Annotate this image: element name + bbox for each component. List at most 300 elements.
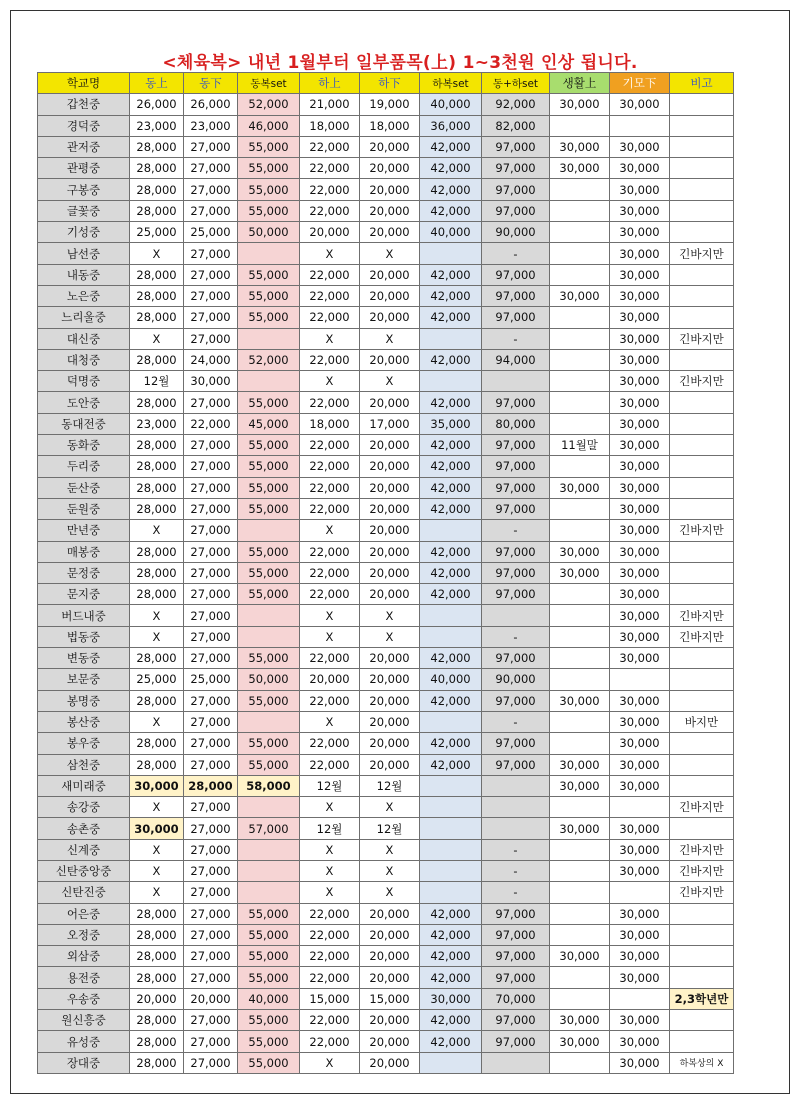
fleece-bottom-price: 30,000 (610, 775, 670, 796)
daily-top-price (550, 669, 610, 690)
summer-top-price: 22,000 (300, 946, 360, 967)
summer-set-price: 42,000 (420, 456, 482, 477)
fleece-bottom-price: 30,000 (610, 839, 670, 860)
note-cell (670, 584, 734, 605)
winter-set-price: 55,000 (238, 584, 300, 605)
winter-top-price: 28,000 (130, 967, 184, 988)
combined-set-price: 70,000 (482, 988, 550, 1009)
table-row (38, 243, 734, 264)
winter-set-price: 57,000 (238, 818, 300, 839)
summer-set-price (420, 818, 482, 839)
table-row (38, 648, 734, 669)
summer-set-price: 42,000 (420, 903, 482, 924)
winter-bottom-price: 27,000 (184, 648, 238, 669)
table-row (38, 1052, 734, 1073)
fleece-bottom-price (610, 882, 670, 903)
winter-set-price: 55,000 (238, 477, 300, 498)
table-row (38, 1010, 734, 1031)
daily-top-price (550, 413, 610, 434)
table-row (38, 839, 734, 860)
winter-bottom-price: 27,000 (184, 158, 238, 179)
summer-top-price: 22,000 (300, 541, 360, 562)
winter-bottom-price: 22,000 (184, 413, 238, 434)
summer-bottom-price: 20,000 (360, 520, 420, 541)
fleece-bottom-price: 30,000 (610, 264, 670, 285)
school-name: 송촌중 (38, 818, 130, 839)
summer-set-price: 42,000 (420, 477, 482, 498)
table-row (38, 264, 734, 285)
table-row (38, 285, 734, 306)
winter-set-price: 55,000 (238, 1010, 300, 1031)
school-name: 보문중 (38, 669, 130, 690)
school-name: 법동중 (38, 626, 130, 647)
combined-set-price: 80,000 (482, 413, 550, 434)
fleece-bottom-price: 30,000 (610, 818, 670, 839)
daily-top-price: 30,000 (550, 541, 610, 562)
combined-set-price (482, 605, 550, 626)
school-name: 우송중 (38, 988, 130, 1009)
winter-top-price: 28,000 (130, 285, 184, 306)
summer-set-price: 36,000 (420, 115, 482, 136)
winter-set-price: 55,000 (238, 562, 300, 583)
winter-top-price: 28,000 (130, 158, 184, 179)
summer-top-price: X (300, 626, 360, 647)
winter-top-price: 28,000 (130, 754, 184, 775)
school-name: 만년중 (38, 520, 130, 541)
winter-bottom-price: 26,000 (184, 94, 238, 115)
school-name: 삼천중 (38, 754, 130, 775)
summer-top-price: X (300, 711, 360, 732)
summer-top-price: 18,000 (300, 413, 360, 434)
summer-top-price: 22,000 (300, 392, 360, 413)
summer-bottom-price: X (360, 605, 420, 626)
winter-set-price (238, 243, 300, 264)
fleece-bottom-price: 30,000 (610, 648, 670, 669)
summer-top-price: 18,000 (300, 115, 360, 136)
winter-bottom-price: 30,000 (184, 371, 238, 392)
summer-bottom-price: 20,000 (360, 562, 420, 583)
note-cell: 긴바지만 (670, 626, 734, 647)
daily-top-price (550, 307, 610, 328)
school-name: 외삼중 (38, 946, 130, 967)
summer-set-price: 42,000 (420, 1010, 482, 1031)
winter-set-price (238, 711, 300, 732)
combined-set-price: 90,000 (482, 669, 550, 690)
winter-bottom-price: 27,000 (184, 839, 238, 860)
table-row (38, 435, 734, 456)
daily-top-price (550, 371, 610, 392)
summer-set-price (420, 839, 482, 860)
summer-top-price: 22,000 (300, 349, 360, 370)
header-summer-bottom: 하下 (360, 73, 420, 94)
summer-top-price: 22,000 (300, 435, 360, 456)
daily-top-price (550, 626, 610, 647)
combined-set-price (482, 818, 550, 839)
summer-bottom-price: 20,000 (360, 733, 420, 754)
summer-bottom-price: X (360, 371, 420, 392)
summer-bottom-price: X (360, 243, 420, 264)
summer-set-price: 42,000 (420, 924, 482, 945)
page-title: <체육복> 내년 1월부터 일부품목(上) 1~3천원 인상 됩니다. (162, 53, 638, 73)
winter-bottom-price: 25,000 (184, 669, 238, 690)
school-name: 관저중 (38, 136, 130, 157)
summer-bottom-price: 20,000 (360, 349, 420, 370)
summer-set-price: 42,000 (420, 541, 482, 562)
table-row (38, 818, 734, 839)
winter-bottom-price: 27,000 (184, 498, 238, 519)
school-name: 노은중 (38, 285, 130, 306)
header-combined-set: 동+하set (482, 73, 550, 94)
summer-bottom-price: 17,000 (360, 413, 420, 434)
winter-bottom-price: 27,000 (184, 1052, 238, 1073)
daily-top-price (550, 648, 610, 669)
winter-set-price (238, 371, 300, 392)
fleece-bottom-price: 30,000 (610, 200, 670, 221)
winter-set-price: 55,000 (238, 903, 300, 924)
summer-top-price: 12월 (300, 818, 360, 839)
header-winter-bottom: 동下 (184, 73, 238, 94)
winter-set-price: 55,000 (238, 136, 300, 157)
winter-top-price: 28,000 (130, 690, 184, 711)
daily-top-price (550, 797, 610, 818)
combined-set-price: - (482, 882, 550, 903)
fleece-bottom-price: 30,000 (610, 584, 670, 605)
daily-top-price (550, 520, 610, 541)
summer-set-price: 40,000 (420, 669, 482, 690)
daily-top-price: 11월말 (550, 435, 610, 456)
winter-top-price: X (130, 882, 184, 903)
winter-top-price: 28,000 (130, 1031, 184, 1052)
note-cell (670, 648, 734, 669)
table-row (38, 946, 734, 967)
winter-top-price: X (130, 626, 184, 647)
summer-set-price (420, 797, 482, 818)
summer-set-price: 42,000 (420, 264, 482, 285)
winter-top-price: 23,000 (130, 413, 184, 434)
price-table (37, 72, 734, 1074)
header-summer-top: 하上 (300, 73, 360, 94)
combined-set-price (482, 797, 550, 818)
school-name: 문정중 (38, 562, 130, 583)
note-cell: 긴바지만 (670, 839, 734, 860)
summer-top-price: 22,000 (300, 136, 360, 157)
school-name: 내동중 (38, 264, 130, 285)
summer-bottom-price: 20,000 (360, 392, 420, 413)
summer-bottom-price: X (360, 626, 420, 647)
summer-bottom-price: 20,000 (360, 967, 420, 988)
winter-set-price (238, 797, 300, 818)
fleece-bottom-price: 30,000 (610, 520, 670, 541)
summer-top-price: 22,000 (300, 924, 360, 945)
combined-set-price (482, 371, 550, 392)
winter-set-price: 55,000 (238, 967, 300, 988)
fleece-bottom-price: 30,000 (610, 946, 670, 967)
summer-bottom-price: 20,000 (360, 222, 420, 243)
note-cell (670, 413, 734, 434)
summer-set-price (420, 1052, 482, 1073)
summer-bottom-price: 20,000 (360, 1031, 420, 1052)
winter-top-price: X (130, 243, 184, 264)
combined-set-price: 82,000 (482, 115, 550, 136)
combined-set-price: 97,000 (482, 903, 550, 924)
summer-set-price: 42,000 (420, 498, 482, 519)
combined-set-price (482, 775, 550, 796)
note-cell (670, 903, 734, 924)
fleece-bottom-price: 30,000 (610, 435, 670, 456)
summer-set-price: 42,000 (420, 584, 482, 605)
table-row (38, 903, 734, 924)
table-row (38, 669, 734, 690)
winter-top-price: 28,000 (130, 498, 184, 519)
table-row (38, 94, 734, 115)
winter-top-price: 28,000 (130, 1052, 184, 1073)
summer-bottom-price: X (360, 839, 420, 860)
note-cell (670, 158, 734, 179)
summer-set-price (420, 328, 482, 349)
school-name: 둔산중 (38, 477, 130, 498)
note-cell (670, 307, 734, 328)
summer-top-price: 15,000 (300, 988, 360, 1009)
fleece-bottom-price: 30,000 (610, 1010, 670, 1031)
summer-top-price: 22,000 (300, 158, 360, 179)
fleece-bottom-price: 30,000 (610, 967, 670, 988)
daily-top-price: 30,000 (550, 562, 610, 583)
winter-top-price: 20,000 (130, 988, 184, 1009)
daily-top-price: 30,000 (550, 285, 610, 306)
summer-top-price: 22,000 (300, 584, 360, 605)
daily-top-price: 30,000 (550, 754, 610, 775)
combined-set-price: - (482, 839, 550, 860)
fleece-bottom-price: 30,000 (610, 477, 670, 498)
summer-bottom-price: 20,000 (360, 456, 420, 477)
table-row (38, 690, 734, 711)
fleece-bottom-price: 30,000 (610, 860, 670, 881)
summer-top-price: 20,000 (300, 669, 360, 690)
note-cell (670, 94, 734, 115)
summer-bottom-price: X (360, 860, 420, 881)
combined-set-price: 97,000 (482, 158, 550, 179)
summer-bottom-price: 19,000 (360, 94, 420, 115)
winter-set-price: 55,000 (238, 264, 300, 285)
daily-top-price (550, 882, 610, 903)
winter-bottom-price: 27,000 (184, 584, 238, 605)
table-row (38, 562, 734, 583)
header-school: 학교명 (38, 73, 130, 94)
combined-set-price: 97,000 (482, 754, 550, 775)
summer-set-price: 42,000 (420, 349, 482, 370)
summer-bottom-price: 20,000 (360, 754, 420, 775)
combined-set-price: 97,000 (482, 562, 550, 583)
combined-set-price: 97,000 (482, 967, 550, 988)
daily-top-price (550, 988, 610, 1009)
summer-bottom-price: 20,000 (360, 307, 420, 328)
winter-bottom-price: 27,000 (184, 860, 238, 881)
summer-top-price: 22,000 (300, 1010, 360, 1031)
summer-set-price: 42,000 (420, 690, 482, 711)
school-name: 두리중 (38, 456, 130, 477)
summer-set-price: 30,000 (420, 988, 482, 1009)
summer-bottom-price: 12월 (360, 818, 420, 839)
table-row (38, 200, 734, 221)
note-cell (670, 477, 734, 498)
summer-top-price: 22,000 (300, 690, 360, 711)
winter-set-price: 55,000 (238, 754, 300, 775)
combined-set-price: 97,000 (482, 307, 550, 328)
note-cell (670, 285, 734, 306)
winter-set-price: 55,000 (238, 1052, 300, 1073)
note-cell: 긴바지만 (670, 605, 734, 626)
summer-top-price: 21,000 (300, 94, 360, 115)
fleece-bottom-price: 30,000 (610, 136, 670, 157)
note-cell (670, 946, 734, 967)
daily-top-price (550, 243, 610, 264)
summer-top-price: 22,000 (300, 264, 360, 285)
summer-set-price: 42,000 (420, 733, 482, 754)
table-row (38, 371, 734, 392)
table-row (38, 307, 734, 328)
school-name: 어은중 (38, 903, 130, 924)
school-name: 새미래중 (38, 775, 130, 796)
summer-set-price (420, 775, 482, 796)
winter-top-price: 28,000 (130, 584, 184, 605)
table-row (38, 179, 734, 200)
table-row (38, 158, 734, 179)
daily-top-price: 30,000 (550, 94, 610, 115)
table-row (38, 584, 734, 605)
combined-set-price: 97,000 (482, 435, 550, 456)
summer-bottom-price: 20,000 (360, 584, 420, 605)
summer-set-price: 42,000 (420, 435, 482, 456)
combined-set-price: 97,000 (482, 541, 550, 562)
school-name: 남선중 (38, 243, 130, 264)
winter-top-price: X (130, 711, 184, 732)
summer-bottom-price: 20,000 (360, 903, 420, 924)
daily-top-price (550, 498, 610, 519)
table-row (38, 626, 734, 647)
school-name: 송강중 (38, 797, 130, 818)
winter-top-price: 28,000 (130, 456, 184, 477)
winter-bottom-price: 27,000 (184, 541, 238, 562)
summer-bottom-price: 20,000 (360, 1010, 420, 1031)
school-name: 원신흥중 (38, 1010, 130, 1031)
school-name: 신탄진중 (38, 882, 130, 903)
winter-bottom-price: 27,000 (184, 456, 238, 477)
summer-set-price: 42,000 (420, 562, 482, 583)
fleece-bottom-price: 30,000 (610, 243, 670, 264)
summer-top-price: 12월 (300, 775, 360, 796)
fleece-bottom-price (610, 797, 670, 818)
school-name: 봉산중 (38, 711, 130, 732)
winter-top-price: 28,000 (130, 924, 184, 945)
winter-top-price: 30,000 (130, 818, 184, 839)
winter-bottom-price: 27,000 (184, 1010, 238, 1031)
fleece-bottom-price: 30,000 (610, 711, 670, 732)
school-name: 봉우중 (38, 733, 130, 754)
school-name: 동대전중 (38, 413, 130, 434)
winter-bottom-price: 23,000 (184, 115, 238, 136)
school-name: 장대중 (38, 1052, 130, 1073)
fleece-bottom-price (610, 115, 670, 136)
winter-top-price: 25,000 (130, 669, 184, 690)
winter-set-price (238, 839, 300, 860)
note-cell (670, 498, 734, 519)
table-row (38, 520, 734, 541)
table-row (38, 988, 734, 1009)
winter-set-price (238, 328, 300, 349)
winter-top-price: X (130, 797, 184, 818)
table-row (38, 733, 734, 754)
daily-top-price (550, 924, 610, 945)
fleece-bottom-price: 30,000 (610, 413, 670, 434)
summer-top-price: X (300, 328, 360, 349)
fleece-bottom-price: 30,000 (610, 94, 670, 115)
combined-set-price: - (482, 711, 550, 732)
school-name: 봉명중 (38, 690, 130, 711)
combined-set-price: - (482, 328, 550, 349)
summer-top-price: X (300, 520, 360, 541)
summer-bottom-price: 20,000 (360, 711, 420, 732)
summer-bottom-price: X (360, 328, 420, 349)
summer-set-price (420, 882, 482, 903)
daily-top-price (550, 1052, 610, 1073)
winter-set-price: 55,000 (238, 307, 300, 328)
winter-top-price: 28,000 (130, 136, 184, 157)
table-row (38, 477, 734, 498)
winter-set-price: 52,000 (238, 349, 300, 370)
summer-top-price: 22,000 (300, 477, 360, 498)
summer-top-price: 22,000 (300, 733, 360, 754)
note-cell (670, 200, 734, 221)
combined-set-price: - (482, 860, 550, 881)
winter-bottom-price: 27,000 (184, 733, 238, 754)
winter-bottom-price: 27,000 (184, 903, 238, 924)
combined-set-price: 97,000 (482, 392, 550, 413)
school-name: 오정중 (38, 924, 130, 945)
combined-set-price: 92,000 (482, 94, 550, 115)
summer-bottom-price: 20,000 (360, 179, 420, 200)
table-row (38, 924, 734, 945)
school-name: 기성중 (38, 222, 130, 243)
winter-set-price (238, 860, 300, 881)
daily-top-price (550, 839, 610, 860)
summer-bottom-price: 20,000 (360, 477, 420, 498)
summer-bottom-price: 15,000 (360, 988, 420, 1009)
school-name: 매봉중 (38, 541, 130, 562)
table-row (38, 797, 734, 818)
note-cell (670, 222, 734, 243)
summer-bottom-price: 20,000 (360, 264, 420, 285)
header-fleece-bottom: 기모下 (610, 73, 670, 94)
summer-set-price: 42,000 (420, 648, 482, 669)
winter-bottom-price: 27,000 (184, 520, 238, 541)
daily-top-price: 30,000 (550, 1031, 610, 1052)
summer-bottom-price: 20,000 (360, 669, 420, 690)
summer-top-price: X (300, 860, 360, 881)
summer-top-price: 22,000 (300, 498, 360, 519)
header-row (38, 73, 734, 94)
summer-set-price (420, 860, 482, 881)
winter-bottom-price: 27,000 (184, 200, 238, 221)
combined-set-price: - (482, 520, 550, 541)
daily-top-price: 30,000 (550, 1010, 610, 1031)
winter-bottom-price: 27,000 (184, 946, 238, 967)
table-row (38, 392, 734, 413)
note-cell (670, 733, 734, 754)
combined-set-price: 97,000 (482, 136, 550, 157)
winter-top-price: 28,000 (130, 307, 184, 328)
daily-top-price: 30,000 (550, 946, 610, 967)
note-cell (670, 392, 734, 413)
